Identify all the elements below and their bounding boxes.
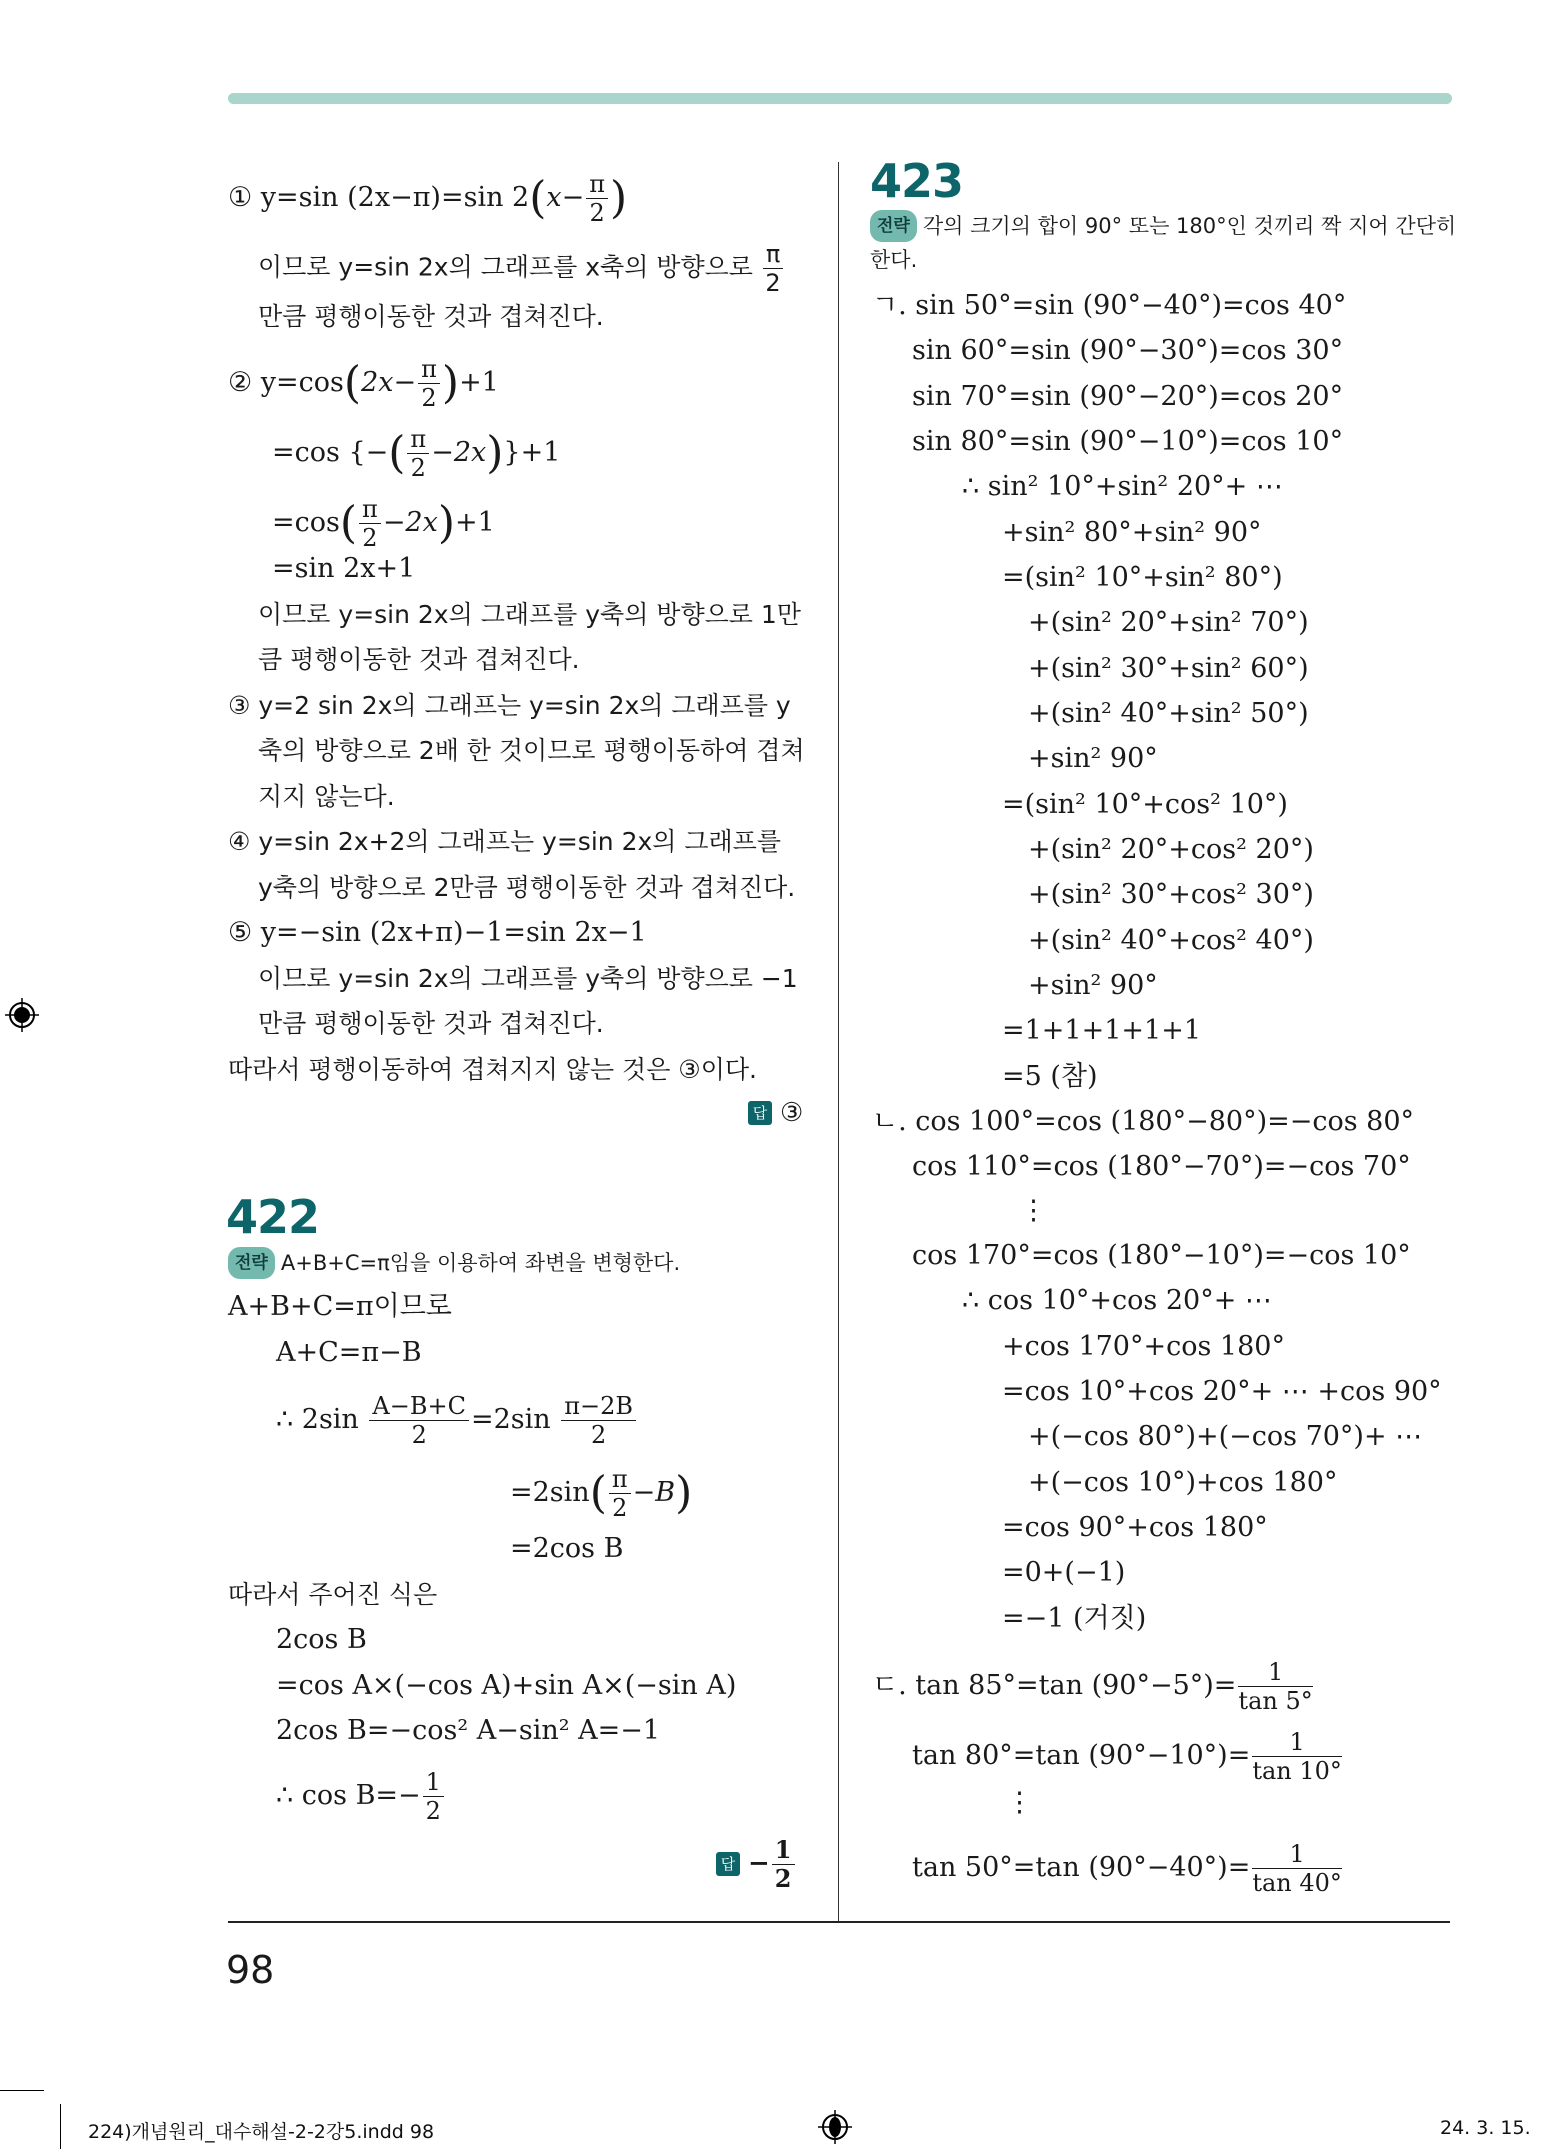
numerator: π xyxy=(586,170,608,199)
text-line: 이므로 y=sin 2x의 그래프를 y축의 방향으로 −1 xyxy=(258,964,798,993)
text-line: 만큼 평행이동한 것과 겹쳐진다. xyxy=(258,1009,604,1038)
text-line: 큼 평행이동한 것과 겹쳐진다. xyxy=(258,645,580,674)
denominator: 2 xyxy=(591,1421,607,1449)
equation-step: ∴ sin² 10°+sin² 20°+ ⋯ xyxy=(962,471,1283,502)
equation-step xyxy=(272,425,560,482)
denominator: 2 xyxy=(425,1797,441,1825)
equation-step: =sin 2x+1 xyxy=(272,553,416,584)
denominator: 2 xyxy=(612,1494,628,1522)
numerator: 1 xyxy=(1252,1728,1342,1757)
equation-step: cos 170°=cos (180°−10°)=−cos 10° xyxy=(912,1240,1411,1271)
text: =cos {− xyxy=(272,437,389,468)
vertical-ellipsis: ⋮ xyxy=(1020,1195,1047,1226)
fraction xyxy=(609,1465,631,1522)
text: 이므로 y=sin 2x의 그래프를 x축의 방향으로 xyxy=(258,252,753,282)
registration-mark-icon xyxy=(818,2110,852,2144)
equation-step: +cos 170°+cos 180° xyxy=(1002,1331,1285,1362)
paren: ( xyxy=(529,172,547,224)
equation-step: sin 80°=sin (90°−10°)=cos 10° xyxy=(912,426,1344,457)
equation-step: cos 110°=cos (180°−70°)=−cos 70° xyxy=(912,1151,1411,1182)
text: =2sin xyxy=(470,1404,551,1435)
equation-step: +sin² 90° xyxy=(1028,743,1158,774)
strategy-text-cont: 한다. xyxy=(870,248,918,272)
numerator: π−2B xyxy=(561,1392,636,1421)
text: tan 50°=tan (90°−40°)= xyxy=(912,1852,1251,1883)
equation-step xyxy=(912,1840,1344,1897)
denominator: tan 5° xyxy=(1238,1687,1313,1715)
equation-step: =(sin² 10°+cos² 10°) xyxy=(1002,789,1288,820)
paren: ) xyxy=(675,1467,693,1519)
equation-step xyxy=(276,1392,638,1449)
text: }+1 xyxy=(503,437,561,468)
text-line: 축의 방향으로 2배 한 것이므로 평행이동하여 겹쳐 xyxy=(258,736,805,765)
strategy-text: A+B+C=π임을 이용하여 좌변을 변형한다. xyxy=(280,1251,681,1275)
vertical-ellipsis: ⋮ xyxy=(1006,1787,1033,1818)
text: +1 xyxy=(455,507,495,538)
paren: ) xyxy=(486,427,504,479)
problem-number-423: 423 xyxy=(870,154,964,208)
fraction-pi-over-2 xyxy=(763,240,783,297)
fraction xyxy=(369,1392,469,1449)
header-accent-bar xyxy=(228,93,1452,104)
numerator: π xyxy=(763,240,783,269)
numerator: 1 xyxy=(772,1836,795,1865)
column-divider xyxy=(838,162,839,1922)
answer-badge: 답 xyxy=(748,1101,772,1125)
fraction xyxy=(1252,1840,1342,1897)
paren: ) xyxy=(441,357,460,409)
equation-step: 2cos B=−cos² A−sin² A=−1 xyxy=(276,1715,661,1746)
text: ∴ cos B=− xyxy=(276,1780,421,1811)
fraction xyxy=(407,425,429,482)
equation-step xyxy=(510,1465,692,1522)
math-term: x− xyxy=(546,182,585,213)
option-3-text: ③ y=2 sin 2x의 그래프는 y=sin 2x의 그래프를 y xyxy=(228,691,791,720)
answer-421 xyxy=(748,1098,803,1128)
fraction xyxy=(1252,1728,1342,1785)
text-line: 만큼 평행이동한 것과 겹쳐진다. xyxy=(258,302,604,331)
denominator: 2 xyxy=(362,524,378,552)
answer-fraction xyxy=(772,1836,795,1893)
page-number: 98 xyxy=(226,1948,275,1992)
numerator: π xyxy=(359,495,381,524)
fraction xyxy=(561,1392,636,1449)
equation-step: ㄱ. sin 50°=sin (90°−40°)=cos 40° xyxy=(872,290,1347,321)
footer-date: 24. 3. 15. xyxy=(1440,2117,1531,2139)
denominator: 2 xyxy=(765,269,781,297)
strategy-422 xyxy=(228,1247,680,1279)
text: +1 xyxy=(459,367,499,398)
equation-step: A+B+C=π이므로 xyxy=(228,1291,452,1322)
text-line xyxy=(258,240,785,297)
bottom-rule xyxy=(228,1921,1450,1923)
equation-step: +(sin² 20°+sin² 70°) xyxy=(1028,607,1309,638)
answer-422 xyxy=(716,1836,797,1893)
math-term: 2x− xyxy=(361,367,417,398)
equation-step: +(−cos 80°)+(−cos 70°)+ ⋯ xyxy=(1028,1421,1423,1452)
equation-step: sin 60°=sin (90°−30°)=cos 30° xyxy=(912,335,1344,366)
text: ② y=cos xyxy=(228,367,344,398)
option-2-equation xyxy=(228,355,499,412)
answer-badge: 답 xyxy=(716,1852,740,1876)
math-term: −B xyxy=(632,1477,676,1508)
numerator: π xyxy=(418,355,440,384)
equation-step: =cos 10°+cos 20°+ ⋯ +cos 90° xyxy=(1002,1376,1442,1407)
fraction xyxy=(1238,1658,1312,1715)
answer-value: ③ xyxy=(780,1098,804,1128)
fraction xyxy=(423,1768,444,1825)
equation-text: ① y=sin (2x−π)=sin 2 xyxy=(228,182,530,213)
numerator: π xyxy=(609,1465,631,1494)
equation-step: +sin² 90° xyxy=(1028,970,1158,1001)
equation-step: A+C=π−B xyxy=(276,1337,422,1368)
math-term: −2x xyxy=(431,437,487,468)
equation-step: +(sin² 40°+cos² 40°) xyxy=(1028,925,1314,956)
paren: ) xyxy=(610,172,628,224)
equation-step: ∴ cos 10°+cos 20°+ ⋯ xyxy=(962,1285,1272,1316)
numerator: A−B+C xyxy=(369,1392,469,1421)
text-line: 이므로 y=sin 2x의 그래프를 y축의 방향으로 1만 xyxy=(258,600,801,629)
numerator: π xyxy=(407,425,429,454)
paren: ) xyxy=(437,497,456,549)
paren: ( xyxy=(589,1467,607,1519)
registration-mark-icon xyxy=(5,998,39,1032)
equation-step: +sin² 80°+sin² 90° xyxy=(1002,517,1262,548)
denominator: tan 40° xyxy=(1252,1869,1342,1897)
fraction-pi-over-2 xyxy=(586,170,608,227)
crop-mark xyxy=(0,2090,44,2091)
equation-step: =cos 90°+cos 180° xyxy=(1002,1512,1268,1543)
text: ㄷ. tan 85°=tan (90°−5°)= xyxy=(872,1670,1237,1701)
footer-filename: 224)개념원리_대수해설-2-2강5.indd 98 xyxy=(88,2121,435,2143)
fraction xyxy=(359,495,381,552)
text: ∴ 2sin xyxy=(276,1404,359,1435)
equation-step: =5 (참) xyxy=(1002,1061,1098,1092)
option-5-equation: ⑤ y=−sin (2x+π)−1=sin 2x−1 xyxy=(228,917,647,948)
equation-step xyxy=(276,1768,446,1825)
equation-step: +(sin² 40°+sin² 50°) xyxy=(1028,698,1309,729)
strategy-423 xyxy=(870,210,1456,242)
equation-step xyxy=(272,495,495,552)
text-line: y축의 방향으로 2만큼 평행이동한 것과 겹쳐진다. xyxy=(258,873,796,902)
text: =cos xyxy=(272,507,340,538)
equation-step: +(sin² 30°+cos² 30°) xyxy=(1028,879,1314,910)
denominator: 2 xyxy=(421,384,437,412)
equation-step: sin 70°=sin (90°−20°)=cos 20° xyxy=(912,381,1344,412)
equation-step: +(sin² 30°+sin² 60°) xyxy=(1028,653,1309,684)
crop-mark xyxy=(60,2104,61,2149)
math-term: −2x xyxy=(382,507,438,538)
denominator: 2 xyxy=(410,454,426,482)
equation-step xyxy=(912,1728,1344,1785)
numerator: 1 xyxy=(1238,1658,1312,1687)
denominator: 2 xyxy=(411,1421,427,1449)
text: tan 80°=tan (90°−10°)= xyxy=(912,1740,1251,1771)
denominator: 2 xyxy=(589,199,605,227)
strategy-badge: 전략 xyxy=(870,210,917,242)
equation-step: =0+(−1) xyxy=(1002,1557,1126,1588)
numerator: 1 xyxy=(1252,1840,1342,1869)
denominator: 2 xyxy=(774,1864,792,1893)
equation-step: ㄴ. cos 100°=cos (180°−80°)=−cos 80° xyxy=(872,1106,1415,1137)
equation-step: =1+1+1+1+1 xyxy=(1002,1015,1202,1046)
equation-step: =2cos B xyxy=(510,1533,624,1564)
strategy-badge: 전략 xyxy=(228,1247,275,1279)
equation-step: +(sin² 20°+cos² 20°) xyxy=(1028,834,1314,865)
conclusion-text: 따라서 평행이동하여 겹쳐지지 않는 것은 ③이다. xyxy=(228,1055,757,1084)
answer-sign: − xyxy=(748,1848,770,1879)
option-1-equation xyxy=(228,170,627,227)
denominator: tan 10° xyxy=(1252,1757,1342,1785)
text: =2sin xyxy=(510,1477,590,1508)
strategy-text: 각의 크기의 합이 90° 또는 180°인 것끼리 짝 지어 간단히 xyxy=(922,214,1457,238)
paren: ( xyxy=(343,357,362,409)
paren: ( xyxy=(339,497,358,549)
text-line: 지지 않는다. xyxy=(258,782,395,811)
equation-step: =cos A×(−cos A)+sin A×(−sin A) xyxy=(276,1670,737,1701)
problem-number-422: 422 xyxy=(226,1190,320,1244)
equation-step: =−1 (거짓) xyxy=(1002,1603,1147,1634)
equation-step: =(sin² 10°+sin² 80°) xyxy=(1002,562,1283,593)
text-line: 따라서 주어진 식은 xyxy=(228,1580,438,1609)
fraction xyxy=(418,355,440,412)
option-4-text: ④ y=sin 2x+2의 그래프는 y=sin 2x의 그래프를 xyxy=(228,827,781,856)
paren: ( xyxy=(388,427,406,479)
equation-step xyxy=(872,1658,1315,1715)
numerator: 1 xyxy=(423,1768,444,1797)
equation-step: 2cos B xyxy=(276,1624,367,1655)
equation-step: +(−cos 10°)+cos 180° xyxy=(1028,1467,1338,1498)
